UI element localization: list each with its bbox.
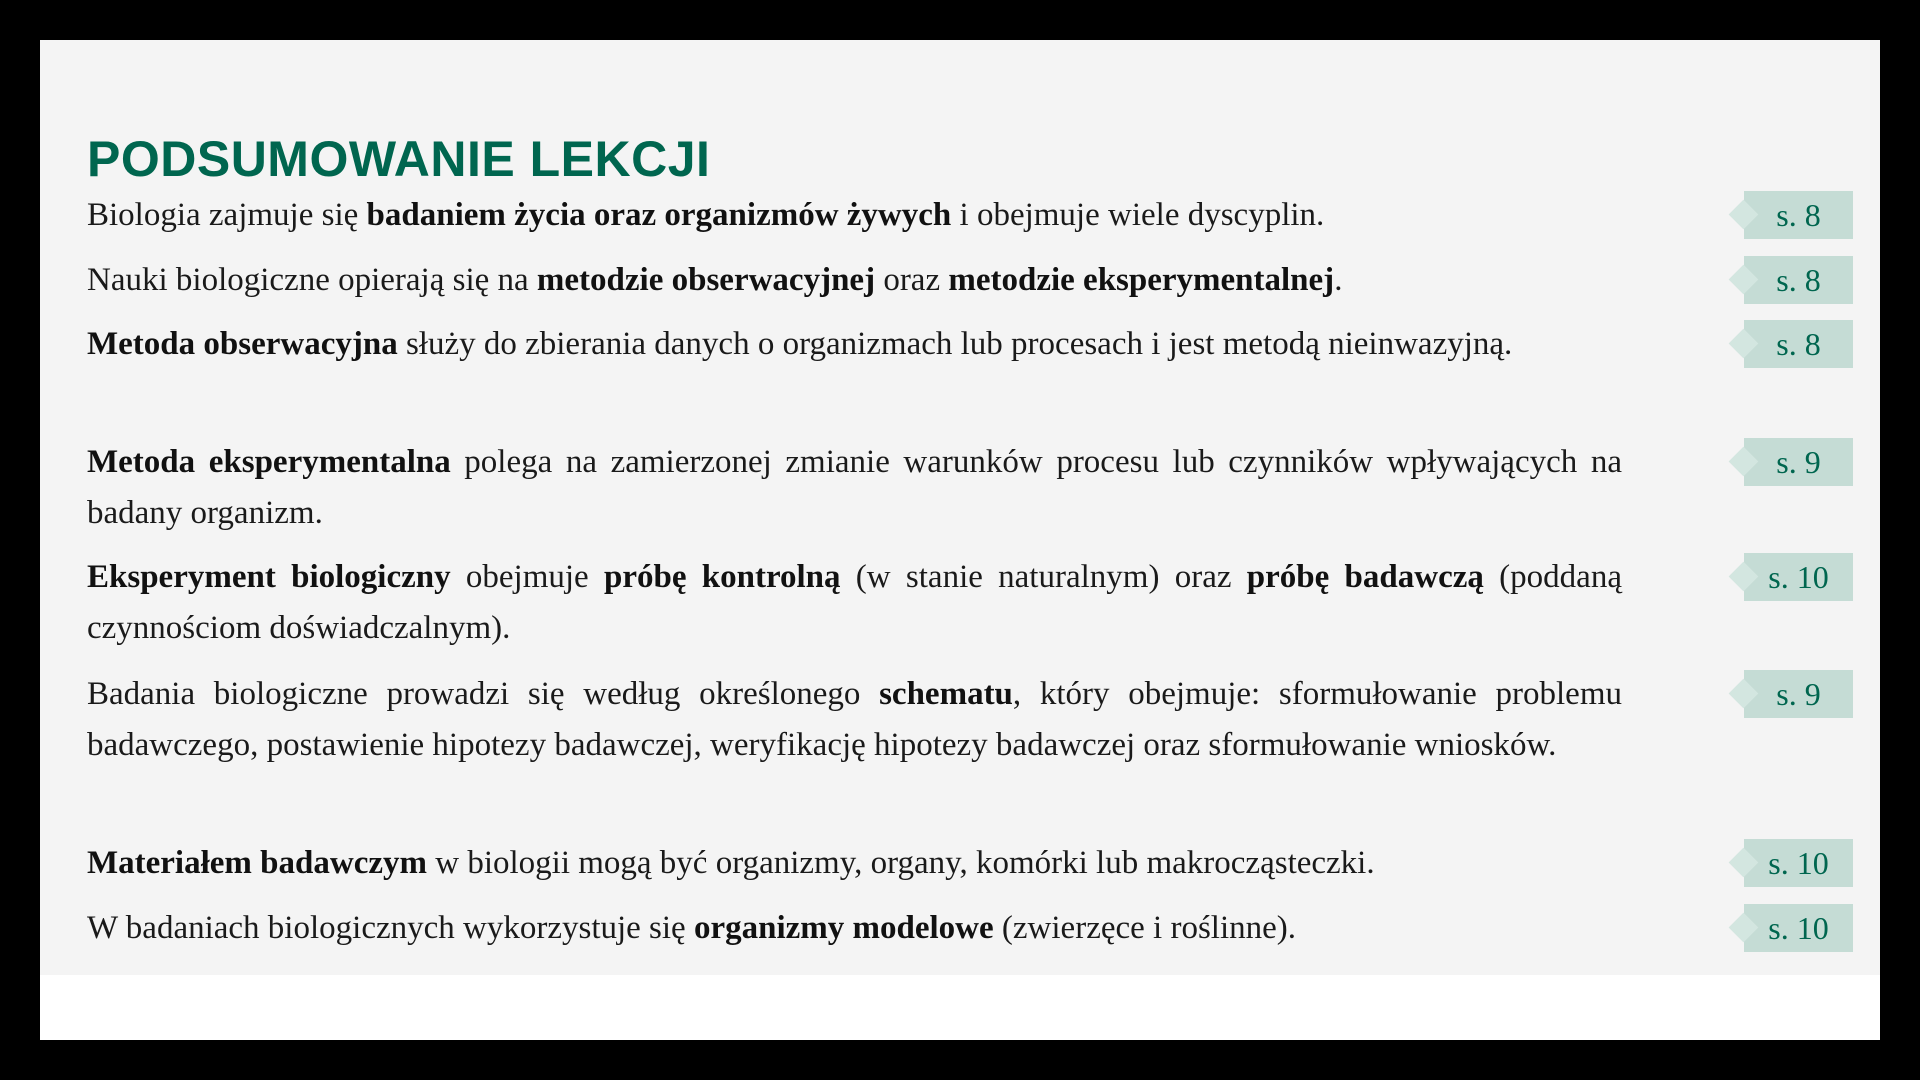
item-text: Biologia zajmuje się bbox=[87, 197, 367, 233]
page-reference-badge bbox=[1744, 839, 1853, 887]
key-term: Metoda obserwacyjna bbox=[87, 326, 398, 362]
page-reference-label: s. 9 bbox=[1776, 676, 1821, 712]
page-reference-badge bbox=[1744, 320, 1853, 368]
item-text: w biologii mogą być organizmy, organy, komórki lub makrocząsteczki. bbox=[426, 845, 1375, 881]
key-term: badaniem życia oraz organizmów żywych bbox=[366, 197, 952, 233]
key-term: próbę badawczą bbox=[1246, 559, 1484, 595]
item-text: W badaniach biologicznych wykorzystuje się bbox=[87, 910, 694, 946]
page-reference-label: s. 8 bbox=[1776, 262, 1821, 298]
summary-item bbox=[87, 319, 1622, 370]
item-text: obejmuje bbox=[450, 559, 604, 595]
page-reference-badge bbox=[1744, 256, 1853, 304]
summary-item bbox=[87, 669, 1622, 771]
item-text: , który obejmuje: sformułowanie problemu badawczego, postawienie hipotezy badawczej, weryfikację hipotezy badawczej oraz sformułowanie wniosków. bbox=[87, 676, 1622, 763]
key-term: schematu bbox=[879, 676, 1013, 712]
item-text: (poddaną czynnościom doświadczalnym). bbox=[87, 559, 1622, 646]
page-reference-label: s. 8 bbox=[1776, 197, 1821, 233]
page-reference-badge bbox=[1744, 904, 1853, 952]
summary-item bbox=[87, 437, 1622, 539]
page-reference-badge bbox=[1744, 670, 1853, 718]
page-reference-badge bbox=[1744, 553, 1853, 601]
item-text: Badania biologiczne prowadzi się według określonego bbox=[87, 676, 880, 712]
item-text: . bbox=[1334, 262, 1343, 298]
key-term: próbę kontrolną bbox=[603, 559, 841, 595]
page-reference-label: s. 10 bbox=[1768, 559, 1829, 595]
item-text: (zwierzęce i roślinne). bbox=[993, 910, 1297, 946]
item-text: Nauki biologiczne opierają się na bbox=[87, 262, 537, 298]
item-text: służy do zbierania danych o organizmach lub procesach i jest metodą nieinwazyjną. bbox=[397, 326, 1513, 362]
page bbox=[40, 40, 1880, 1040]
key-term: Materiałem badawczym bbox=[87, 845, 427, 881]
page-reference-label: s. 8 bbox=[1776, 326, 1821, 362]
key-term: Metoda eksperymentalna bbox=[87, 444, 451, 480]
summary-item bbox=[87, 255, 1622, 306]
key-term: metodzie eksperymentalnej bbox=[948, 262, 1335, 298]
page-reference-label: s. 10 bbox=[1768, 910, 1829, 946]
page-reference-badge bbox=[1744, 438, 1853, 486]
page-reference-label: s. 9 bbox=[1776, 444, 1821, 480]
summary-panel bbox=[40, 40, 1880, 975]
key-term: metodzie obserwacyjnej bbox=[536, 262, 876, 298]
item-text: polega na zamierzonej zmianie warunków procesu lub czynników wpływających na badany organizm. bbox=[87, 444, 1622, 531]
page-reference-badge bbox=[1744, 191, 1853, 239]
summary-item bbox=[87, 190, 1622, 241]
key-term: Eksperyment biologiczny bbox=[87, 559, 451, 595]
item-text: (w stanie naturalnym) oraz bbox=[840, 559, 1247, 595]
page-title: PODSUMOWANIE LEKCJI bbox=[87, 131, 711, 187]
summary-item bbox=[87, 552, 1622, 654]
item-text: oraz bbox=[875, 262, 949, 298]
item-text: i obejmuje wiele dyscyplin. bbox=[951, 197, 1325, 233]
summary-item bbox=[87, 903, 1622, 954]
summary-item bbox=[87, 838, 1622, 889]
key-term: organizmy modelowe bbox=[693, 910, 994, 946]
page-reference-label: s. 10 bbox=[1768, 845, 1829, 881]
